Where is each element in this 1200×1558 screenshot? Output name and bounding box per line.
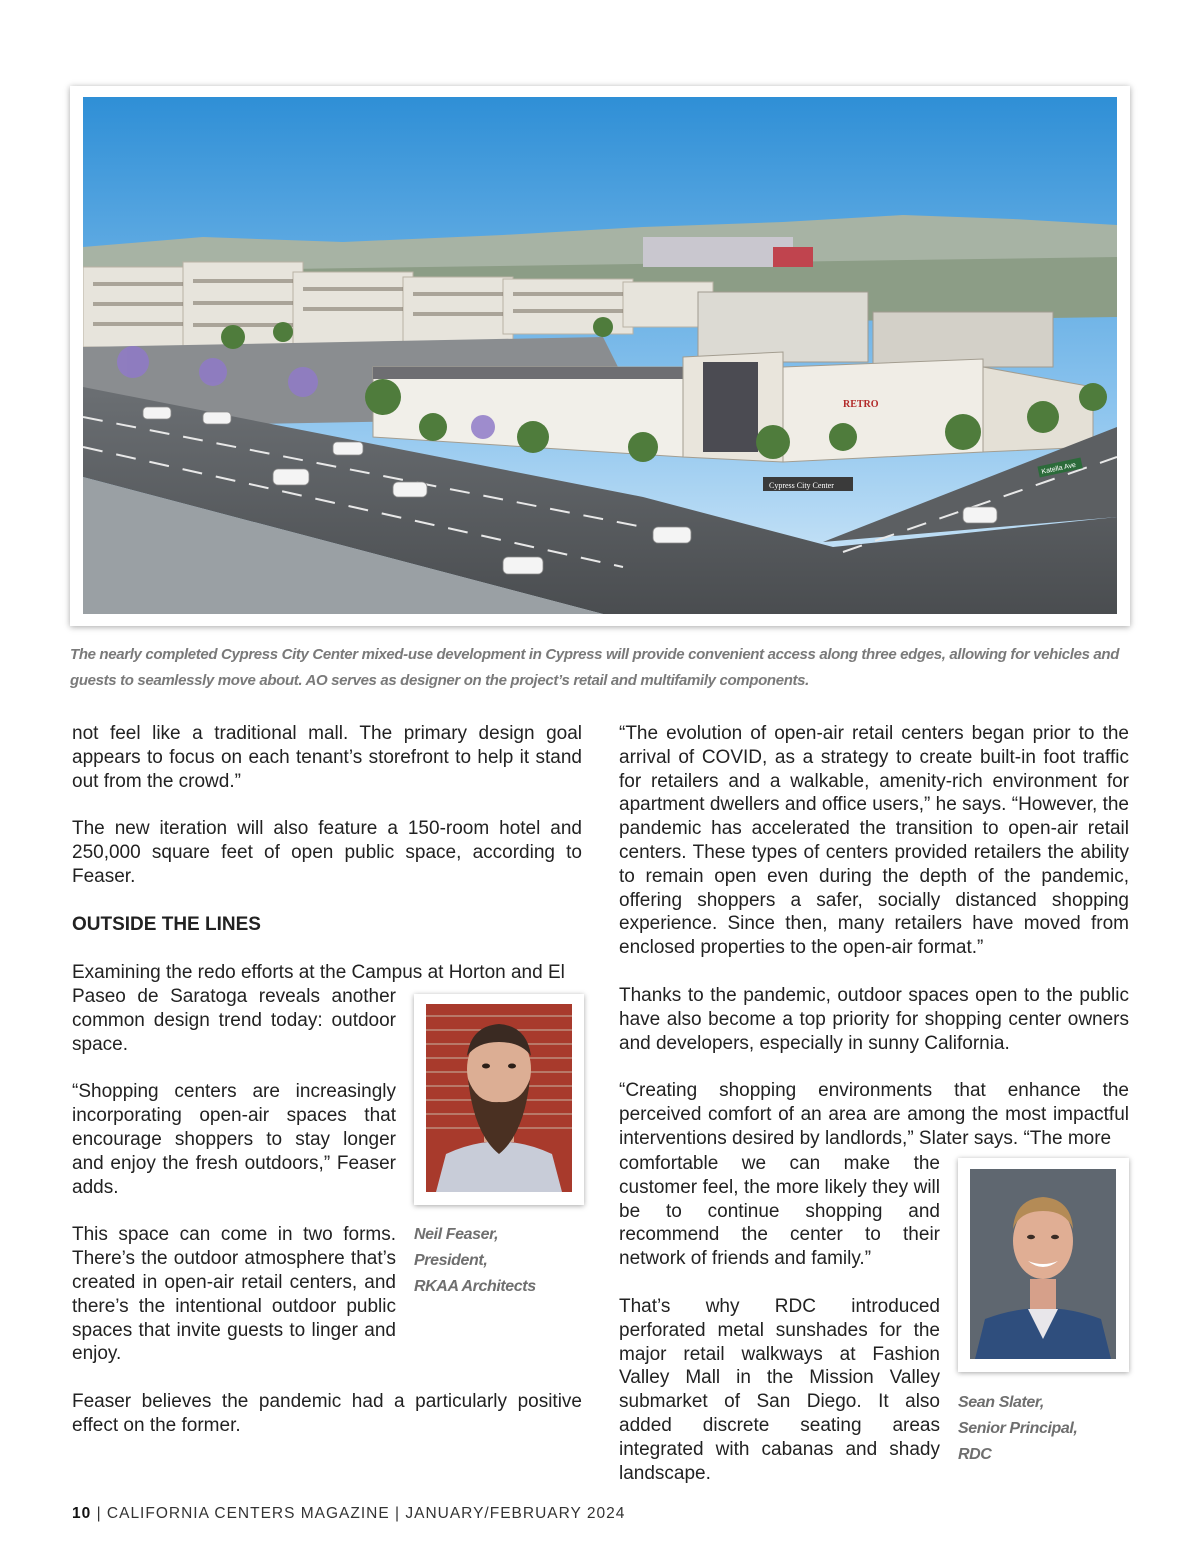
hero-image-frame: [70, 86, 1130, 626]
left-paragraph-6: Feaser believes the pandemic had a particularly positive effect on the former.: [72, 1391, 582, 1436]
sean-slater-name: Sean Slater,: [958, 1394, 1044, 1411]
neil-feaser-photo-frame: [414, 994, 584, 1205]
retro-sign: RETRO: [843, 399, 879, 410]
neil-feaser-photo: [426, 1004, 572, 1192]
left-column-bottom: [72, 1390, 582, 1462]
left-paragraph-2: The new iteration will also feature a 150-room hotel and 250,000 square feet of open public space, according to Feaser.: [72, 818, 582, 887]
issue-date: JANUARY/FEBRUARY 2024: [405, 1505, 626, 1522]
left-paragraph-5: This space can come in two forms. There’s the outdoor atmosphere that’s created in open-air retail centers, and there’s the intentional outdoor public spaces that invite guests to linger and enjoy.: [72, 1224, 396, 1365]
hero-rendering: [83, 97, 1117, 614]
left-paragraph-4: “Shopping centers are increasingly incorporating open-air spaces that encourage shoppers to stay longer and enjoy the fresh outdoors,” Feaser adds.: [72, 1081, 396, 1198]
katella-ave-sign: Katella Ave: [1040, 461, 1077, 476]
neil-feaser-company: RKAA Architects: [414, 1278, 536, 1295]
section-heading: OUTSIDE THE LINES: [72, 913, 261, 935]
sean-slater-caption: [958, 1390, 1077, 1468]
hero-caption: The nearly completed Cypress City Center mixed-use development in Cypress will provide convenient access along three edges, allowing for vehicles and guests to seamlessly move about. AO serves as designer on the project’s retail and multifamily components.: [70, 646, 1120, 689]
neil-feaser-title: President,: [414, 1252, 488, 1269]
left-column: [72, 722, 582, 985]
page-number: 10: [72, 1505, 92, 1522]
right-paragraph-4: That’s why RDC introduced perforated metal sunshades for the major retail walkways at Fashion Valley Mall in the Mission Valley submarket of San Diego. It also added discrete seating areas integrated with cabanas and shady landscape.: [619, 1295, 940, 1484]
right-column: [619, 722, 1129, 1151]
left-paragraph-1: not feel like a traditional mall. The primary design goal appears to focus on each tenant’s storefront to help it stand out from the crowd.”: [72, 723, 582, 792]
page-footer: [72, 1505, 625, 1523]
magazine-name: CALIFORNIA CENTERS MAGAZINE: [106, 1505, 390, 1522]
sean-slater-company: RDC: [958, 1446, 992, 1463]
sean-slater-photo-frame: [958, 1158, 1129, 1372]
neil-feaser-name: Neil Feaser,: [414, 1226, 499, 1243]
footer-separator-2: |: [395, 1505, 401, 1522]
left-paragraph-3-rest: Paseo de Saratoga reveals another common design trend today: outdoor space.: [72, 986, 396, 1055]
right-column-narrow: [619, 1152, 940, 1509]
footer-separator-1: |: [96, 1505, 102, 1522]
right-paragraph-3-full: “Creating shopping environments that enhance the perceived comfort of an area are among the most impactful interventions desired by landlords,” Slater says. “The more: [619, 1080, 1129, 1149]
neil-feaser-caption: [414, 1222, 536, 1300]
sean-slater-title: Senior Principal,: [958, 1420, 1078, 1437]
right-paragraph-1: “The evolution of open-air retail centers began prior to the arrival of COVID, as a strategy to create built-in foot traffic for retailers and a walkable, amenity-rich environment for apartment dwellers and office users,” he says. “However, the pandemic has accelerated the transition to open-air retail centers. These types of centers provided retailers the ability to remain open even during the depth of the pandemic, offering shoppers a safer, socially distanced shopping experience. Since then, many retailers have moved from enclosed properties to the open-air format.”: [619, 723, 1129, 959]
cypress-city-center-sign: Cypress City Center: [769, 481, 834, 490]
sean-slater-photo: [970, 1169, 1116, 1359]
left-paragraph-3-line1: Examining the redo efforts at the Campus at Horton and El: [72, 961, 565, 983]
right-paragraph-2: Thanks to the pandemic, outdoor spaces open to the public have also become a top priority for shopping center owners and developers, especially in sunny California.: [619, 984, 1129, 1054]
right-paragraph-3-rest: comfortable we can make the customer feel, the more likely they will be to continue shopping and recommend the center to their network of friends and family.”: [619, 1153, 940, 1270]
left-column-narrow: [72, 985, 396, 1390]
